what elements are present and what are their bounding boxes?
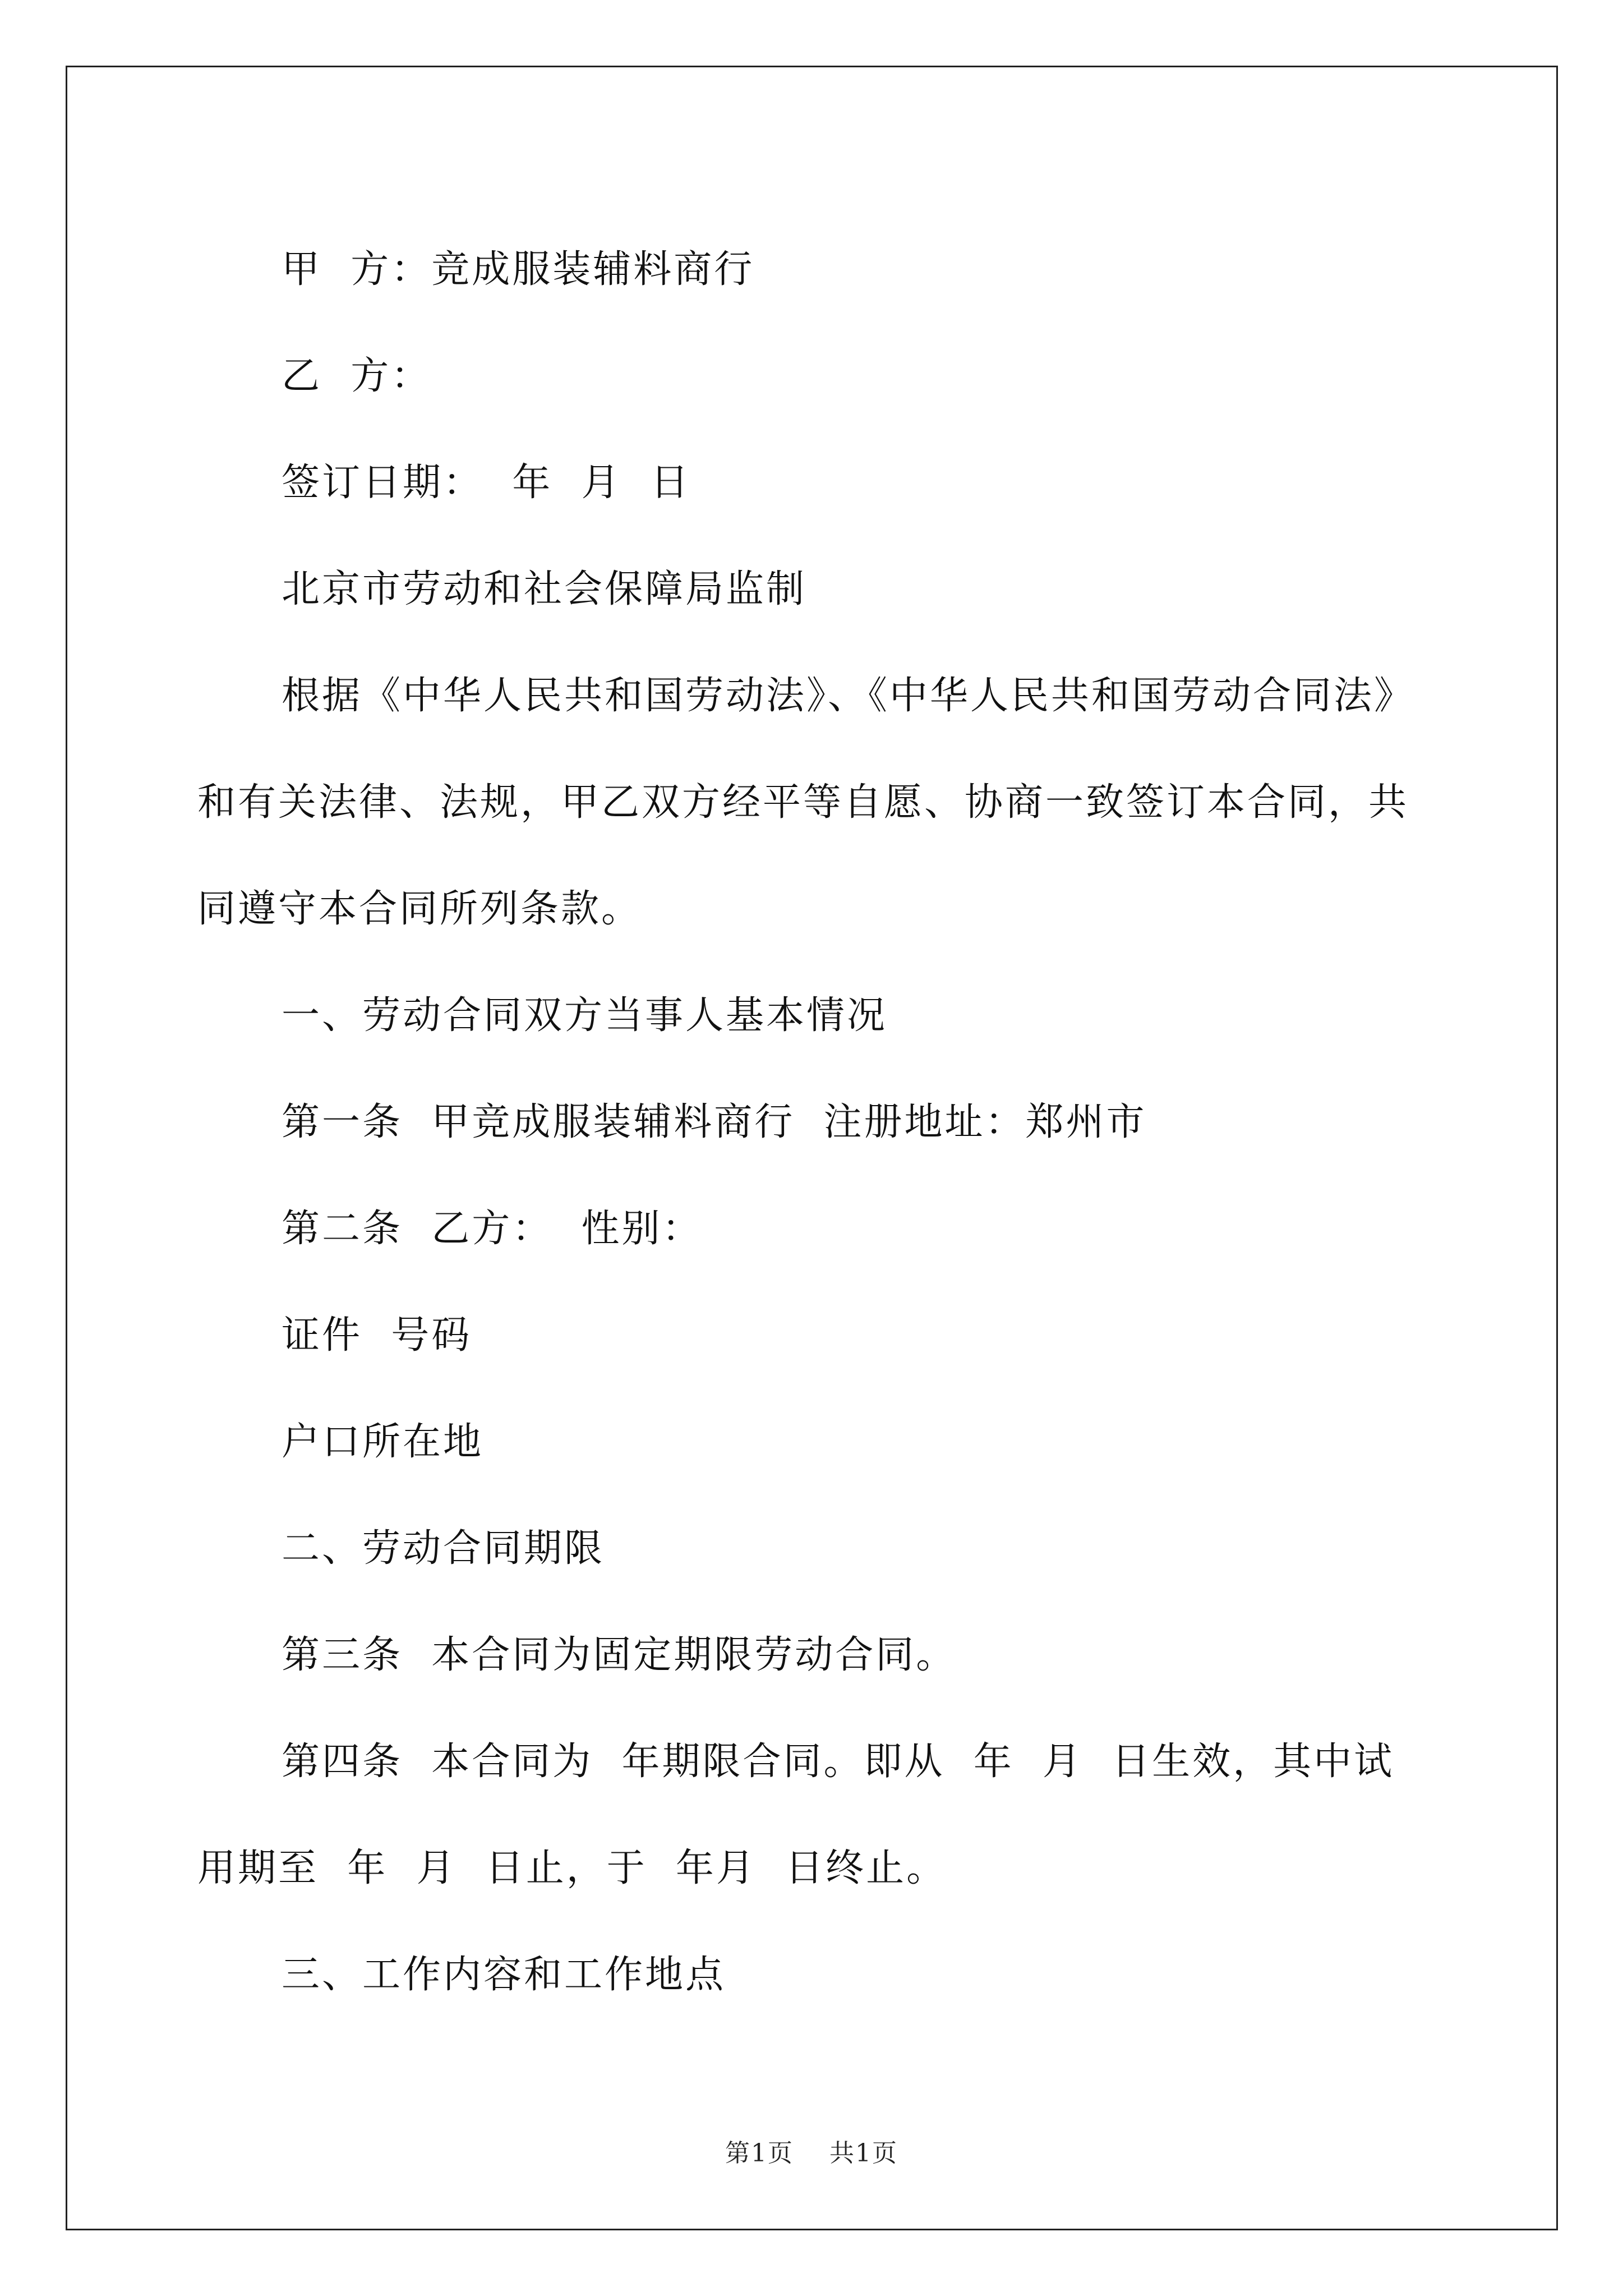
section-heading-1: 一、劳动合同双方当事人基本情况 (282, 993, 888, 1038)
supervisor-line: 北京市劳动和社会保障局监制 (282, 567, 807, 611)
article-3: 第三条 本合同为固定期限劳动合同。 (282, 1633, 957, 1677)
preamble-paragraph: 根据《中华人民共和国劳动法》、《中华人民共和国劳动合同法》和有关法律、法规，甲乙双方经平等自愿、协商一致签订本合同，共同遵守本合同所列条款。 (197, 674, 1415, 931)
section-heading-2: 二、劳动合同期限 (282, 1526, 605, 1571)
document-body (197, 217, 1426, 2028)
id-number-line: 证件 号码 (282, 1313, 472, 1358)
section-heading-3: 三、工作内容和工作地点 (282, 1953, 726, 1997)
article-1: 第一条 甲竞成服装辅料商行 注册地址：郑州市 (282, 1100, 1147, 1144)
article-4: 第四条 本合同为 年期限合同。即从 年 月 日生效，其中试用期至 年 月 日止，于 年月 日终止。 (197, 1740, 1395, 1890)
party-a-line: 甲 方：竞成服装辅料商行 (282, 247, 755, 292)
article-2: 第二条 乙方： 性别： (282, 1207, 703, 1251)
signing-date-line: 签订日期： 年 月 日 (282, 461, 691, 505)
page-footer: 第1页 共1页 (725, 2139, 898, 2168)
party-b-line: 乙 方： (282, 354, 432, 398)
household-registration-line: 户口所在地 (282, 1420, 484, 1464)
